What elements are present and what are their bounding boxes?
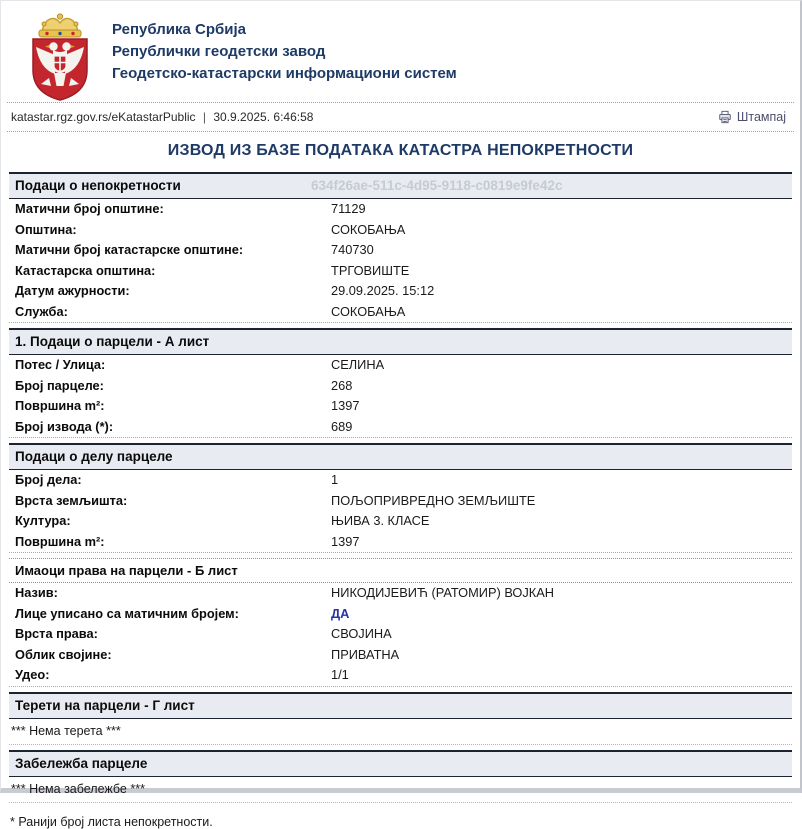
printer-icon [718,110,732,124]
footnote: * Ранији број листа непокретности. [10,814,213,829]
field-label: Облик својине: [15,646,112,662]
print-button[interactable] [718,110,786,124]
print-button-label: Штампај [736,110,786,124]
field-label: Врста земљишта: [15,492,128,508]
section-title: Забележба парцеле [15,755,148,771]
field-label: Датум ажурности: [15,283,130,298]
section-header [9,750,792,777]
field-label: Култура: [15,513,71,528]
field-value: 71129 [331,201,366,216]
field-label: Врста права: [15,626,98,641]
org-line-system: Геодетско-катастарски информациони систем [112,65,457,82]
page-title: ИЗВОД ИЗ БАЗЕ ПОДАТАКА КАТАСТРА НЕПОКРЕТНОСТИ [167,142,634,159]
field-value: СОКОБАЊА [331,221,406,237]
field-label: Назив: [15,585,58,600]
section [9,692,792,745]
note-row: *** Нема забележбе *** [9,777,792,803]
section-title: Подаци о непокретности [15,178,181,193]
field-label: Број дела: [15,472,82,487]
data-row [9,665,792,686]
field-value: НИКОДИЈЕВИЋ (РАТОМИР) ВОЈКАН [331,585,555,600]
data-row [9,199,792,220]
field-label: Потес / Улица: [15,357,106,372]
toolbar [1,103,800,131]
section [9,558,792,687]
data-row [9,604,792,625]
section [9,328,792,438]
data-row [9,220,792,241]
field-value: ПРИВАТНА [331,646,400,662]
section [9,443,792,553]
field-label: Матични број катастарске општине: [15,242,244,257]
section [9,750,792,803]
data-row [9,532,792,553]
data-row [9,355,792,376]
data-row [9,491,792,512]
url-separator: | [202,110,206,124]
record-uuid: 634f26ae-511c-4d95-9118-c0819e9fe42c [311,178,563,193]
field-label: Служба: [15,303,68,319]
field-value: ЊИВА 3. КЛАСЕ [331,513,430,528]
section-header [9,443,792,470]
field-value: 268 [331,377,353,393]
data-row [9,624,792,645]
section-title: 1. Подаци о парцели - А лист [15,334,210,349]
field-value: СОКОБАЊА [331,303,406,319]
field-value: 1/1 [331,667,349,682]
field-value: 689 [331,418,353,434]
data-row [9,240,792,261]
url-datetime [11,110,313,124]
section [9,172,792,323]
field-label: Број парцеле: [15,377,104,393]
section-header [9,328,792,355]
field-value: СЕЛИНА [331,357,385,372]
note-row: *** Нема терета *** [9,719,792,745]
section-header [9,172,792,199]
datetime-text: 30.9.2025. 6:46:58 [213,110,314,124]
data-row [9,376,792,397]
section-header [9,558,792,583]
data-row [9,511,792,532]
url-text: katastar.rgz.gov.rs/eKatastarPublic [11,110,196,124]
section-title: Терети на парцели - Г лист [15,697,195,713]
sections [1,172,800,803]
link-value[interactable]: ДА [331,605,350,621]
field-value: ПОЉОПРИВРЕДНО ЗЕМЉИШТЕ [331,492,536,508]
field-value: СВОЈИНА [331,626,392,641]
section-title: Подаци о делу парцеле [15,449,173,464]
field-value: 1397 [331,533,360,549]
org-title-block [112,10,457,85]
field-value: ТРГОВИШТЕ [331,262,410,278]
field-value: 1 [331,472,339,487]
data-row [9,645,792,666]
data-row [9,470,792,491]
field-label: Површина m²: [15,398,105,413]
divider-dotted-bottom [7,131,794,132]
field-label: Катастарска општина: [15,262,156,278]
org-line-agency: Републички геодетски завод [112,43,326,60]
section-header [9,692,792,719]
data-row [9,583,792,604]
data-row [9,302,792,323]
field-value: 29.09.2025. 15:12 [331,283,435,298]
field-label: Матични број општине: [15,201,164,216]
data-row [9,281,792,302]
data-row [9,261,792,282]
field-label: Општина: [15,221,77,237]
data-row [9,417,792,438]
field-label: Површина m²: [15,533,105,549]
org-line-country: Република Србија [112,21,247,38]
section-title: Имаоци права на парцели - Б лист [15,563,238,578]
field-value: 740730 [331,242,374,257]
site-header [1,1,800,102]
serbia-coat-of-arms-icon [25,10,95,107]
field-label: Лице уписано са матичним бројем: [15,605,239,621]
field-value: 1397 [331,398,360,413]
field-label: Удео: [15,667,50,682]
data-row [9,396,792,417]
field-label: Број извода (*): [15,418,114,434]
